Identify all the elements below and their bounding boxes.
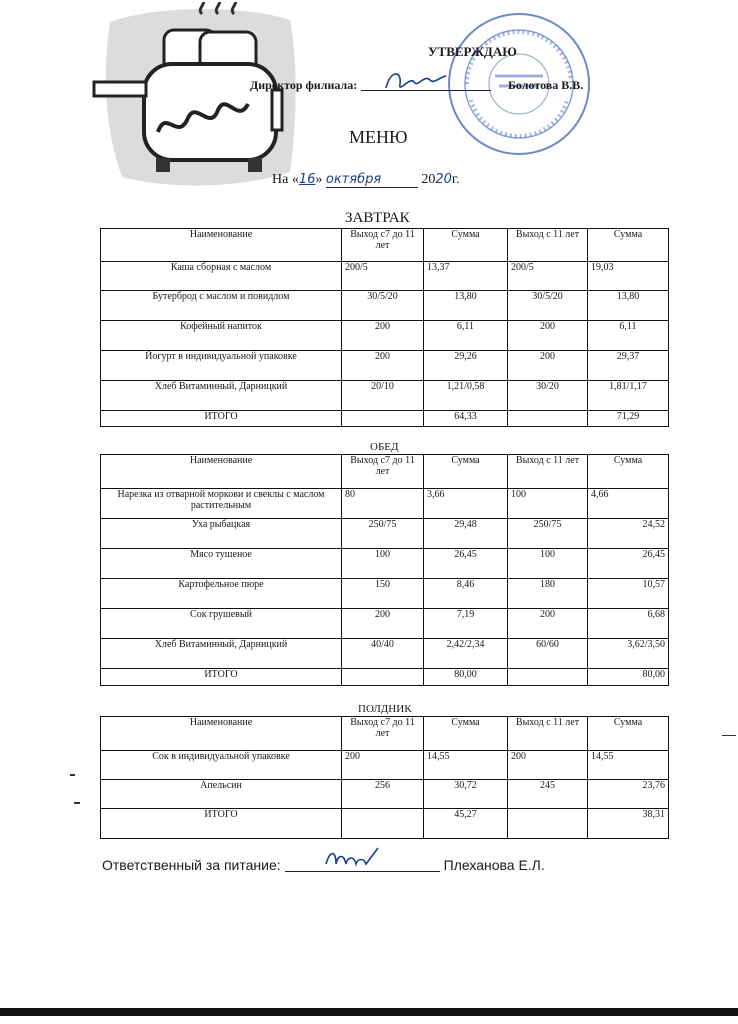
col-sum1: Сумма: [424, 229, 508, 262]
price-7: 7,19: [424, 609, 508, 639]
dish-name: Хлеб Витаминный, Дарницкий: [101, 381, 342, 411]
col-out7: Выход с7 до 11 лет: [342, 229, 424, 262]
toaster-illustration: [92, 2, 302, 190]
portion-11: 30/5/20: [508, 291, 588, 321]
portion-11: 200: [508, 609, 588, 639]
date-mid: »: [315, 172, 323, 187]
dish-name: Картофельное пюре: [101, 579, 342, 609]
breakfast-title: ЗАВТРАК: [345, 210, 410, 226]
total-row: [101, 411, 669, 427]
responsible-signature: [322, 844, 382, 874]
col-name: Наименование: [101, 229, 342, 262]
price-11: 3,62/3,50: [588, 639, 669, 669]
col-out11: Выход с 11 лет: [508, 717, 588, 751]
price-11: 29,37: [588, 351, 669, 381]
total-11: 71,29: [588, 411, 669, 427]
page-title: МЕНЮ: [349, 127, 408, 147]
price-7: 29,48: [424, 519, 508, 549]
portion-7: 20/10: [342, 381, 424, 411]
empty-cell: [342, 669, 424, 686]
table-row: [101, 751, 669, 780]
empty-cell: [342, 809, 424, 839]
portion-7: 30/5/20: [342, 291, 424, 321]
total-11: 80,00: [588, 669, 669, 686]
portion-7: 256: [342, 780, 424, 809]
table-row: [101, 291, 669, 321]
price-7: 13,37: [424, 262, 508, 291]
col-name: Наименование: [101, 717, 342, 751]
portion-11: 200/5: [508, 262, 588, 291]
col-out11: Выход с 11 лет: [508, 455, 588, 489]
portion-7: 100: [342, 549, 424, 579]
col-sum2: Сумма: [588, 717, 669, 751]
portion-7: 40/40: [342, 639, 424, 669]
scan-speck: [74, 802, 80, 804]
portion-7: 250/75: [342, 519, 424, 549]
table-row: [101, 609, 669, 639]
total-label: ИТОГО: [101, 411, 342, 427]
price-11: 23,76: [588, 780, 669, 809]
snack-title: ПОЛДНИК: [358, 703, 412, 715]
price-7: 14,55: [424, 751, 508, 780]
portion-11: 100: [508, 489, 588, 519]
portion-11: 200: [508, 751, 588, 780]
responsible-name: Плеханова Е.Л.: [443, 857, 545, 873]
portion-7: 200: [342, 751, 424, 780]
total-row: [101, 669, 669, 686]
portion-11: 200: [508, 321, 588, 351]
table-header-row: [101, 229, 669, 262]
price-7: 26,45: [424, 549, 508, 579]
dish-name: Мясо тушеное: [101, 549, 342, 579]
total-7: 80,00: [424, 669, 508, 686]
dish-name: Каша сборная с маслом: [101, 262, 342, 291]
table-row: [101, 262, 669, 291]
director-name: Болотова В.В.: [508, 78, 584, 92]
dish-name: Сок грушевый: [101, 609, 342, 639]
empty-cell: [508, 809, 588, 839]
date-year-hand: 20: [435, 172, 452, 187]
total-label: ИТОГО: [101, 669, 342, 686]
portion-7: 200: [342, 351, 424, 381]
table-header-row: [101, 717, 669, 751]
portion-7: 80: [342, 489, 424, 519]
date-suffix: г.: [451, 172, 460, 187]
director-label: Директор филиала:: [250, 78, 358, 92]
portion-11: 180: [508, 579, 588, 609]
price-11: 13,80: [588, 291, 669, 321]
dish-name: Сок в индивидуальной упаковке: [101, 751, 342, 780]
price-7: 30,72: [424, 780, 508, 809]
col-sum1: Сумма: [424, 717, 508, 751]
price-11: 4,66: [588, 489, 669, 519]
date-month: октября: [326, 172, 418, 188]
total-7: 64,33: [424, 411, 508, 427]
director-signature: [380, 66, 450, 96]
price-11: 19,03: [588, 262, 669, 291]
price-11: 24,52: [588, 519, 669, 549]
lunch-title: ОБЕД: [370, 441, 399, 453]
total-label: ИТОГО: [101, 809, 342, 839]
price-7: 8,46: [424, 579, 508, 609]
portion-7: 200/5: [342, 262, 424, 291]
price-7: 13,80: [424, 291, 508, 321]
dish-name: Уха рыбацкая: [101, 519, 342, 549]
total-row: [101, 809, 669, 839]
table-row: [101, 549, 669, 579]
col-out11: Выход с 11 лет: [508, 229, 588, 262]
table-row: [101, 639, 669, 669]
portion-11: 30/20: [508, 381, 588, 411]
dish-name: Бутерброд с маслом и повидлом: [101, 291, 342, 321]
scan-speck: [70, 774, 75, 776]
col-out7: Выход с7 до 11 лет: [342, 455, 424, 489]
empty-cell: [508, 411, 588, 427]
dish-name: Кофейный напиток: [101, 321, 342, 351]
portion-11: 200: [508, 351, 588, 381]
empty-cell: [508, 669, 588, 686]
breakfast-table: [100, 228, 669, 427]
portion-11: 250/75: [508, 519, 588, 549]
responsible-label: Ответственный за питание:: [102, 857, 281, 873]
portion-11: 100: [508, 549, 588, 579]
price-7: 1,21/0,58: [424, 381, 508, 411]
lunch-table: [100, 454, 669, 686]
menu-date: [272, 172, 460, 188]
total-7: 45,27: [424, 809, 508, 839]
scan-edge-line: [0, 1008, 738, 1016]
price-11: 10,57: [588, 579, 669, 609]
price-11: 6,68: [588, 609, 669, 639]
table-row: [101, 351, 669, 381]
scan-speck: [722, 735, 736, 736]
price-7: 3,66: [424, 489, 508, 519]
table-row: [101, 519, 669, 549]
dish-name: Нарезка из отварной моркови и свеклы с маслом растительным: [101, 489, 342, 519]
dish-name: Хлеб Витаминный, Дарницкий: [101, 639, 342, 669]
director-line: [250, 78, 584, 93]
table-row: [101, 579, 669, 609]
table-row: [101, 489, 669, 519]
price-7: 6,11: [424, 321, 508, 351]
date-day: 16: [298, 172, 316, 187]
col-sum1: Сумма: [424, 455, 508, 489]
portion-7: 150: [342, 579, 424, 609]
price-11: 26,45: [588, 549, 669, 579]
table-header-row: [101, 455, 669, 489]
date-year-prefix: 20: [421, 172, 436, 187]
col-out7: Выход с7 до 11 лет: [342, 717, 424, 751]
price-7: 2,42/2,34: [424, 639, 508, 669]
total-11: 38,31: [588, 809, 669, 839]
col-name: Наименование: [101, 455, 342, 489]
date-prefix: На «: [272, 172, 299, 187]
portion-7: 200: [342, 321, 424, 351]
empty-cell: [342, 411, 424, 427]
dish-name: Апельсин: [101, 780, 342, 809]
col-sum2: Сумма: [588, 229, 669, 262]
price-7: 29,26: [424, 351, 508, 381]
portion-11: 60/60: [508, 639, 588, 669]
col-sum2: Сумма: [588, 455, 669, 489]
table-row: [101, 780, 669, 809]
portion-11: 245: [508, 780, 588, 809]
table-row: [101, 321, 669, 351]
price-11: 1,81/1,17: [588, 381, 669, 411]
dish-name: Йогурт в индивидуальной упаковке: [101, 351, 342, 381]
price-11: 14,55: [588, 751, 669, 780]
portion-7: 200: [342, 609, 424, 639]
snack-table: [100, 716, 669, 839]
price-11: 6,11: [588, 321, 669, 351]
table-row: [101, 381, 669, 411]
approval-heading: УТВЕРЖДАЮ: [428, 44, 517, 59]
